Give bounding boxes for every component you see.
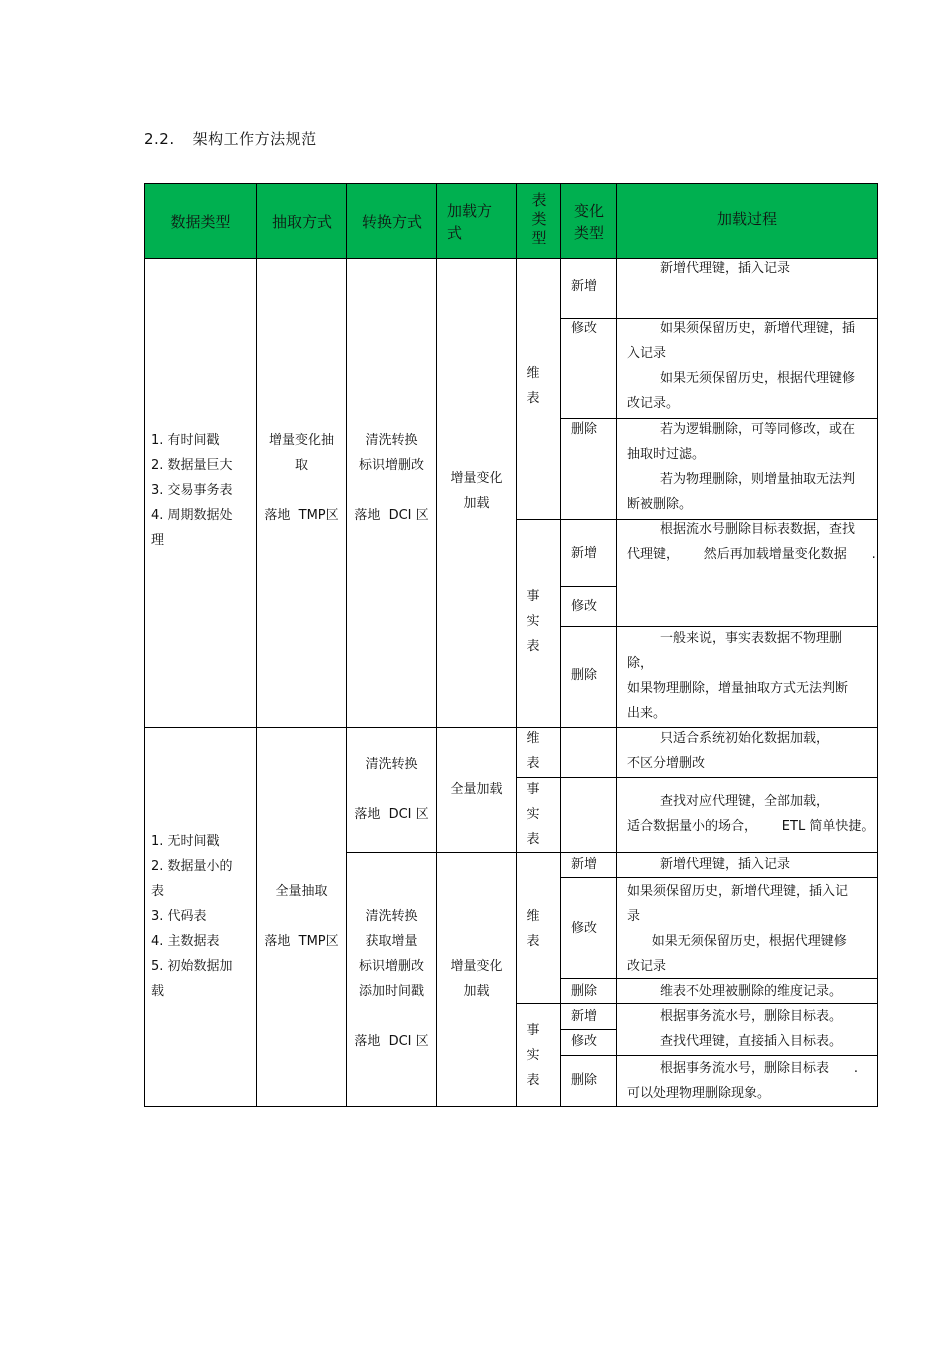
group1-dim-change-delete: 删除 (571, 422, 598, 437)
group1-extract: 增量变化抽 取 落地 TMP区 (264, 433, 339, 523)
border-line (256, 183, 257, 1107)
group2-incr-dim-change-delete: 删除 (571, 984, 598, 999)
group1-dim-process-modify: 如果须保留历史，新增代理键，插 入记录 如果无须保留历史，根据代理键修 改记录。 (627, 321, 856, 411)
group2-full-load: 全量加载 (450, 782, 503, 797)
header-extract: 抽取方式 (271, 212, 332, 231)
group2-full-fact-process: 查找对应代理键，全部加载， 适合数据量小的场合， ETL 简单快捷。 (627, 794, 875, 834)
group1-dim-process-add: 新增代理键，插入记录 (627, 261, 791, 276)
group1-dim-change-modify: 修改 (571, 321, 598, 336)
group2-incr-fact-change-delete: 删除 (571, 1073, 598, 1088)
header-change-type: 变化 类型 (573, 201, 604, 242)
border-line (560, 586, 617, 587)
header-process: 加载过程 (716, 210, 777, 228)
group2-incr-dim-change-modify: 修改 (571, 921, 598, 936)
border-line (877, 183, 878, 1107)
group2-full-dim-process: 只适合系统初始化数据加载， 不区分增删改 (627, 731, 830, 771)
group1-data-type: 1. 有时间戳 2. 数据量巨大 3. 交易事务表 4. 周期数据处 理 (151, 433, 233, 548)
section-heading (144, 128, 317, 149)
header-load: 加载方 式 (447, 201, 493, 242)
group2-incr-dim-process-add: 新增代理键，插入记录 (627, 857, 791, 872)
group2-incr-dim-change-add: 新增 (571, 857, 598, 872)
group2-full-dim-table: 维 表 (526, 731, 540, 771)
group2-incr-dim-process-delete: 维表不处理被删除的维度记录。 (627, 984, 843, 999)
border-line (144, 183, 145, 1107)
border-line (516, 777, 878, 778)
group2-full-fact-table: 事 实 表 (526, 782, 540, 847)
group2-incr-dim-process-modify: 如果须保留历史，新增代理键，插入记 录 如果无须保留历史，根据代理键修 改记录 (627, 884, 849, 974)
group1-fact-change-delete: 删除 (571, 668, 598, 683)
group2-incr-fact-change-add: 新增 (571, 1009, 598, 1024)
header-transform: 转换方式 (361, 212, 422, 231)
group1-fact-table: 事 实 表 (526, 589, 540, 654)
group1-load: 增量变化 加载 (450, 471, 503, 511)
border-line (346, 852, 878, 853)
group2-incr-fact-process-delete: 根据事务流水号，删除目标表 . 可以处理物理删除现象。 (627, 1061, 858, 1101)
header-table-type: 表 类 型 (531, 191, 547, 247)
group2-incr-transform: 清洗转换 获取增量 标识增删改 添加时间戳 落地 DCI 区 (354, 909, 429, 1049)
group1-fact-process-delete: 一般来说，事实表数据不物理删 除， 如果物理删除，增量抽取方式无法判断 出来。 (627, 631, 849, 721)
group2-incr-fact-change-modify: 修改 (571, 1034, 598, 1049)
group2-extract: 全量抽取 落地 TMP区 (264, 884, 339, 949)
border-line (616, 183, 617, 1107)
group1-fact-change-add: 新增 (571, 546, 598, 561)
group2-incr-dim-table: 维 表 (526, 909, 540, 949)
border-line (516, 183, 517, 1107)
section-title: 架构工作方法规范 (192, 130, 317, 148)
header-data-type: 数据类型 (170, 212, 231, 231)
group2-incr-fact-process-modify: 查找代理键，直接插入目标表。 (627, 1034, 843, 1049)
border-line (144, 1106, 878, 1107)
group2-incr-fact-process-add: 根据事务流水号，删除目标表。 (627, 1009, 843, 1024)
group1-transform: 清洗转换 标识增删改 落地 DCI 区 (354, 433, 429, 523)
group2-incr-load: 增量变化 加载 (450, 959, 503, 999)
border-line (560, 183, 561, 1107)
group1-dim-change-add: 新增 (571, 279, 598, 294)
section-number: 2.2. (144, 130, 175, 148)
group1-fact-process-add: 根据流水号删除目标表数据，查找 代理键， 然后再加载增量变化数据 . (627, 522, 876, 562)
border-line (144, 183, 878, 184)
border-line (560, 877, 878, 878)
group2-incr-fact-table: 事 实 表 (526, 1023, 540, 1088)
group2-full-transform: 清洗转换 落地 DCI 区 (354, 757, 429, 822)
group1-dim-process-delete: 若为逻辑删除，可等同修改，或在 抽取时过滤。 若为物理删除，则增量抽取无法判 断被删除。 (627, 422, 856, 512)
group2-data-type: 1. 无时间戳 2. 数据量小的 表 3. 代码表 4. 主数据表 5. 初始数据加 载 (151, 834, 233, 999)
group1-dim-table: 维 表 (526, 366, 540, 406)
group1-fact-change-modify: 修改 (571, 599, 598, 614)
